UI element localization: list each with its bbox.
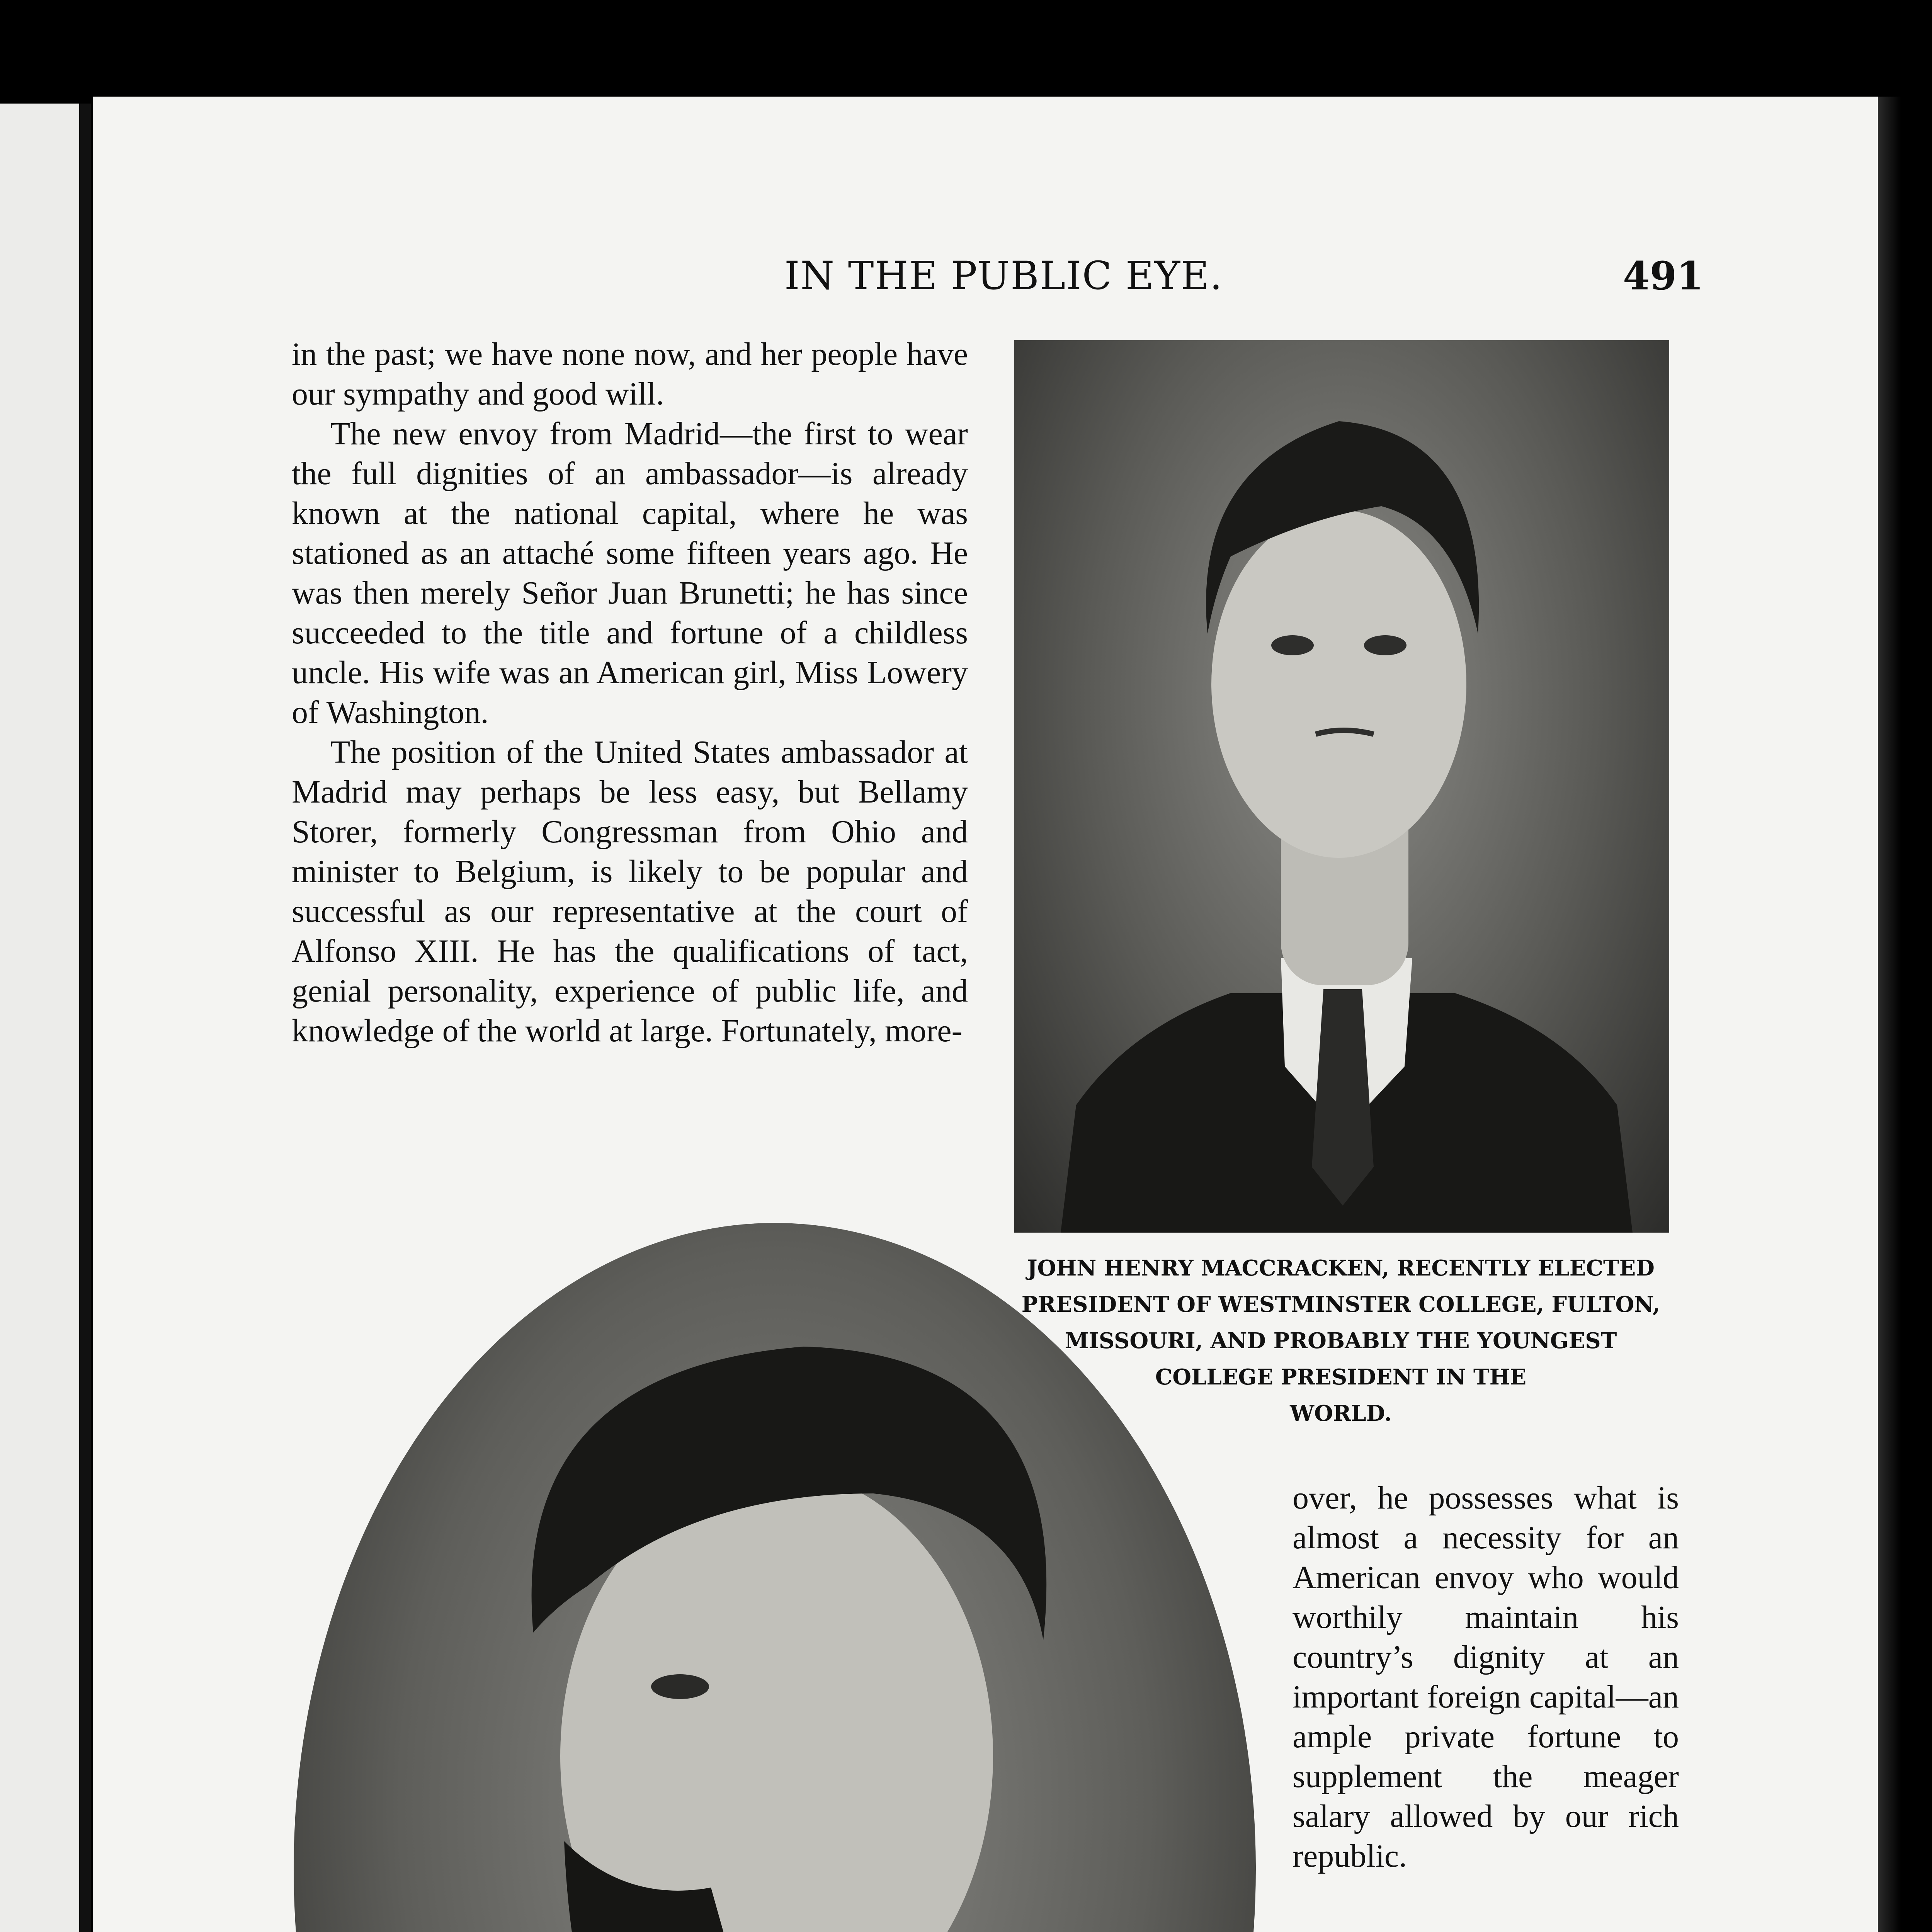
caption-line: COLLEGE PRESIDENT IN THE [1155, 1364, 1527, 1390]
portrait-photo-maccracken [1014, 340, 1669, 1233]
page-number: 491 [1623, 253, 1704, 299]
caption-line: PRESIDENT OF WESTMINSTER COLLEGE, FULTON, [1021, 1292, 1660, 1317]
caption-line: MISSOURI, AND PROBABLY THE YOUNGEST [1065, 1328, 1617, 1354]
paragraph: in the past; we have none now, and her people have our sympathy and good will. [292, 336, 968, 412]
paragraph: The new envoy from Madrid—the first to wear the full dignities of an ambassador—is already known at the national capital, where he was stationed as an attaché some fifteen years ago. He was then merely Señor Juan Brunetti; he has since succeeded to the title and fortune of a childless uncle. His wife was an American girl, Miss Lowery of Washington. [292, 416, 968, 730]
portrait-maccracken-figure [1014, 340, 1669, 1233]
paragraph: over, he possesses what is almost a necessity for an American envoy who would worthily maintain his country’s dignity at an important foreign capital—an ample private fortune to supplement the meager salary allowed by our rich republic. [1293, 1480, 1679, 1874]
left-page-edge [0, 104, 79, 1932]
running-header: IN THE PUBLIC EYE. [784, 253, 1223, 298]
left-page-gutter [79, 104, 91, 1932]
right-text-column [1293, 1478, 1679, 1876]
caption-line: WORLD. [1290, 1401, 1392, 1426]
left-text-column [292, 334, 968, 1051]
paragraph: The position of the United States ambassador at Madrid may perhaps be less easy, but Bellamy Storer, formerly Congressman from Ohio and minister to Belgium, is likely to be popular and successful as our representative at the court of Alfonso XIII. He has the qualifications of tact, genial personality, experience of public life, and knowledge of the world at large. Fortunately, more- [292, 734, 968, 1049]
caption-line: JOHN HENRY MACCRACKEN, RECENTLY ELECTED [1027, 1255, 1655, 1281]
page-edge-shadow [1878, 97, 1901, 1932]
